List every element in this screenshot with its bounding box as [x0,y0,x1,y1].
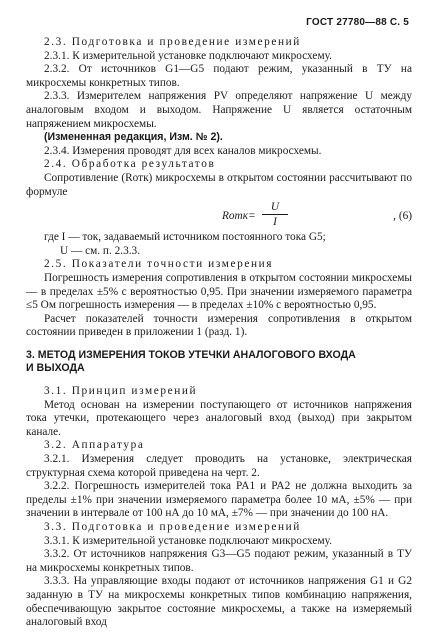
para-2-3-1: 2.3.1. К измерительной установке подключают микросхему. [44,49,332,62]
page-header: ГОСТ 27780—88 С. 5 [306,17,409,28]
para-3-2-2: 3.2.2. Погрешность измерителей тока PA1 и PA2 не должна выходить за пределы ±1% при значении измеряемого параметра более 10 мА, ±5% — при значении в интервале от 100 нА до 10 мА, ±7% — при значении до 100 нА. [26,480,412,520]
section-3-title-line1: 3. МЕТОД ИЗМЕРЕНИЯ ТОКОВ УТЕЧКИ АНАЛОГОВОГО ВХОДА [26,348,356,361]
formula-fraction [262,201,288,229]
para-2-5-accuracy: Погрешность измерения сопротивления в открытом состоянии микросхемы — в пределах ±5% с вероятностью 0,95. При значении измеряемого параметра ≤5 Ом погрешность измерения — в пределах ±10% с вероятностью 0,95. [26,271,412,312]
formula-number: , (6) [393,210,412,223]
formula-lhs: Rотк= [222,210,256,223]
para-2-5-calc: Расчет показателей точности измерения сопротивления в открытом состоянии приведен в приложении 1 (разд. 1). [26,312,412,339]
para-2-4-text: Сопротивление (Rотк) микросхемы в открытом состоянии рассчитывают по формуле [26,171,412,198]
formula-denominator: I [273,216,277,229]
para-3-1-text: Метод основан на измерении поступающего от источников напряжения тока утечки, протекающего через аналоговый вход (выход) при закрытом канале. [26,398,412,438]
para-3-3-3: 3.3.3. На управляющие входы подают от источников напряжения G1 и G2 заданную в ТУ на микросхемы конкретных типов комбинацию напряжения, обеспечивающую закрытое состояние микросхемы, а также на измеряемый аналоговый вход [26,575,412,629]
para-3-3-2: 3.3.2. От источников напряжения G3—G5 подают режим, указанный в ТУ на микросхемы конкретных типов. [26,548,412,574]
para-3-3-1: 3.3.1. К измерительной установке подключают микросхему. [44,534,332,547]
heading-3-2: 3.2. Аппаратура [44,439,145,452]
heading-3-1: 3.1. Принцип измерений [44,385,198,398]
heading-2-5: 2.5. Показатели точности измерения [44,258,274,271]
formula-6 [26,201,412,231]
section-3-title-line2: И ВЫХОДА [26,362,85,375]
formula-numerator: U [262,201,288,215]
para-2-3-3: 2.3.3. Измерителем напряжения PV определяют напряжение U между аналоговым входом и выходом. Напряжение U является остаточным напряжением микросхемы. [26,90,412,130]
para-2-3-4: 2.3.4. Измерения проводят для всех каналов микросхемы. [44,144,322,157]
formula-legend-2: U — см. п. 2.3.3. [60,244,141,257]
document-body [26,36,412,630]
formula-legend-1: где I — ток, задаваемый источником постоянного тока G5; [44,231,326,244]
heading-2-4: 2.4. Обработка результатов [44,158,216,171]
para-3-2-1: 3.2.1. Измерения следует проводить на установке, электрическая структурная схема которой приведена на черт. 2. [26,453,412,479]
para-2-3-2: 2.3.2. От источников G1—G5 подают режим, указанный в ТУ на микросхемы конкретных типов. [26,63,412,89]
amendment-note: (Измененная редакция, Изм. № 2). [44,131,223,144]
heading-3-3: 3.3. Подготовка и проведение измерений [44,521,301,533]
heading-2-3: 2.3. Подготовка и проведение измерений [44,36,301,48]
